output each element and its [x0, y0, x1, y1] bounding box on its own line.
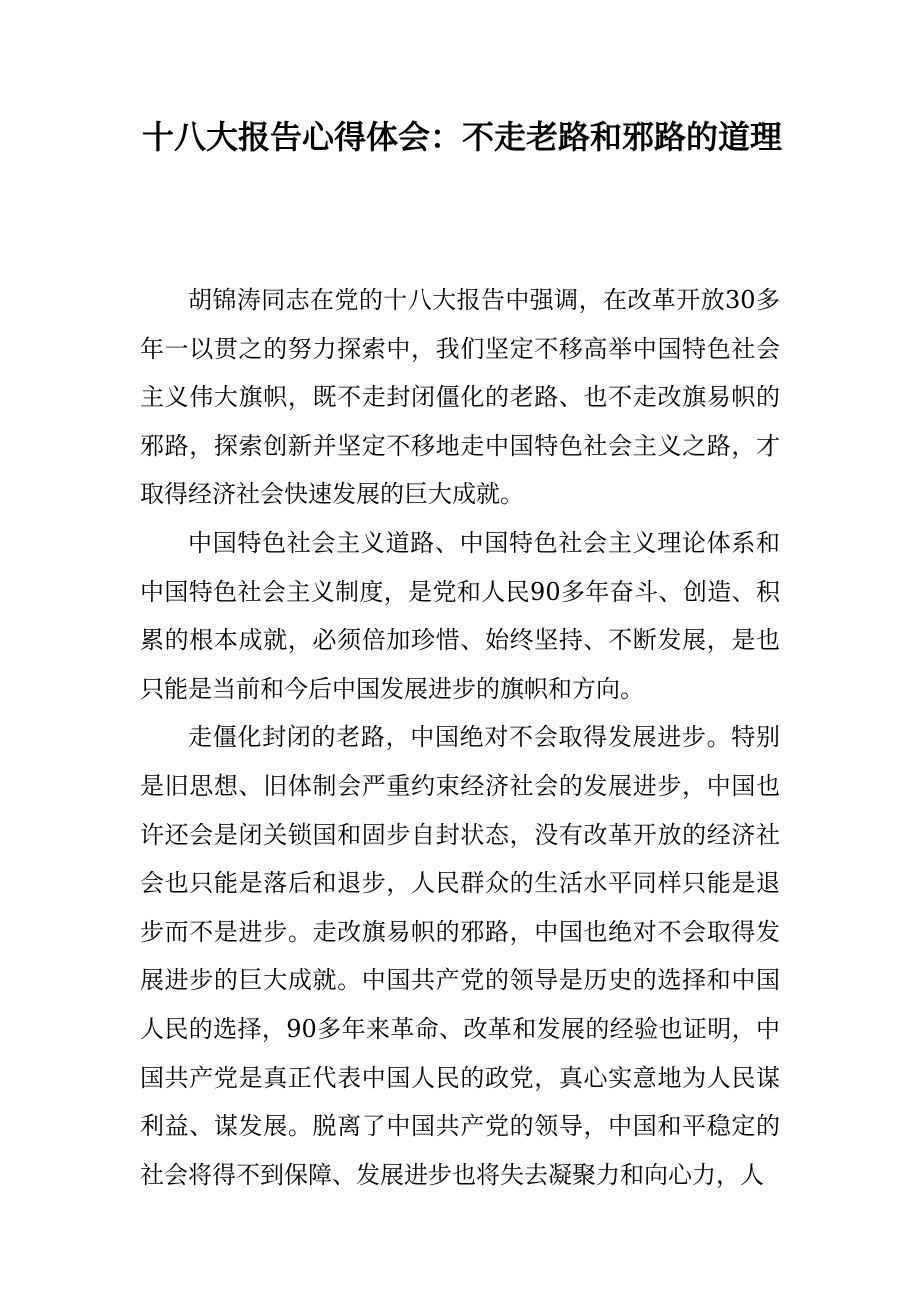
paragraph: 胡锦涛同志在党的十八大报告中强调，在改革开放30多年一以贯之的努力探索中，我们坚定不移高举中国特色社会主义伟大旗帜，既不走封闭僵化的老路、也不走改旗易帜的邪路，探索创新并坚定不移地走中国特色社会主义之路，才取得经济社会快速发展的巨大成就。 — [140, 286, 780, 509]
paragraph: 走僵化封闭的老路，中国绝对不会取得发展进步。特别是旧思想、旧体制会严重约束经济社会的发展进步，中国也许还会是闭关锁国和固步自封状态，没有改革开放的经济社会也只能是落后和退步，人民群众的生活水平同样只能是退步而不是进步。走改旗易帜的邪路，中国也绝对不会取得发展进步的巨大成就。中国共产党的领导是历史的选择和中国人民的选择，90多年来革命、改革和发展的经验也证明，中国共产党是真正代表中国人民的政党，真心实意地为人民谋利益、谋发展。脱离了中国共产党的领导，中国和平稳定的社会将得不到保障、发展进步也将失去凝聚力和向心力，人 — [140, 723, 780, 1189]
document-title: 十八大报告心得体会：不走老路和邪路的道理 — [141, 118, 782, 156]
document-body — [140, 276, 780, 1199]
paragraph: 中国特色社会主义道路、中国特色社会主义理论体系和中国特色社会主义制度，是党和人民90多年奋斗、创造、积累的根本成就，必须倍加珍惜、始终坚持、不断发展，是也只能是当前和今后中国发展进步的旗帜和方向。 — [140, 528, 780, 703]
